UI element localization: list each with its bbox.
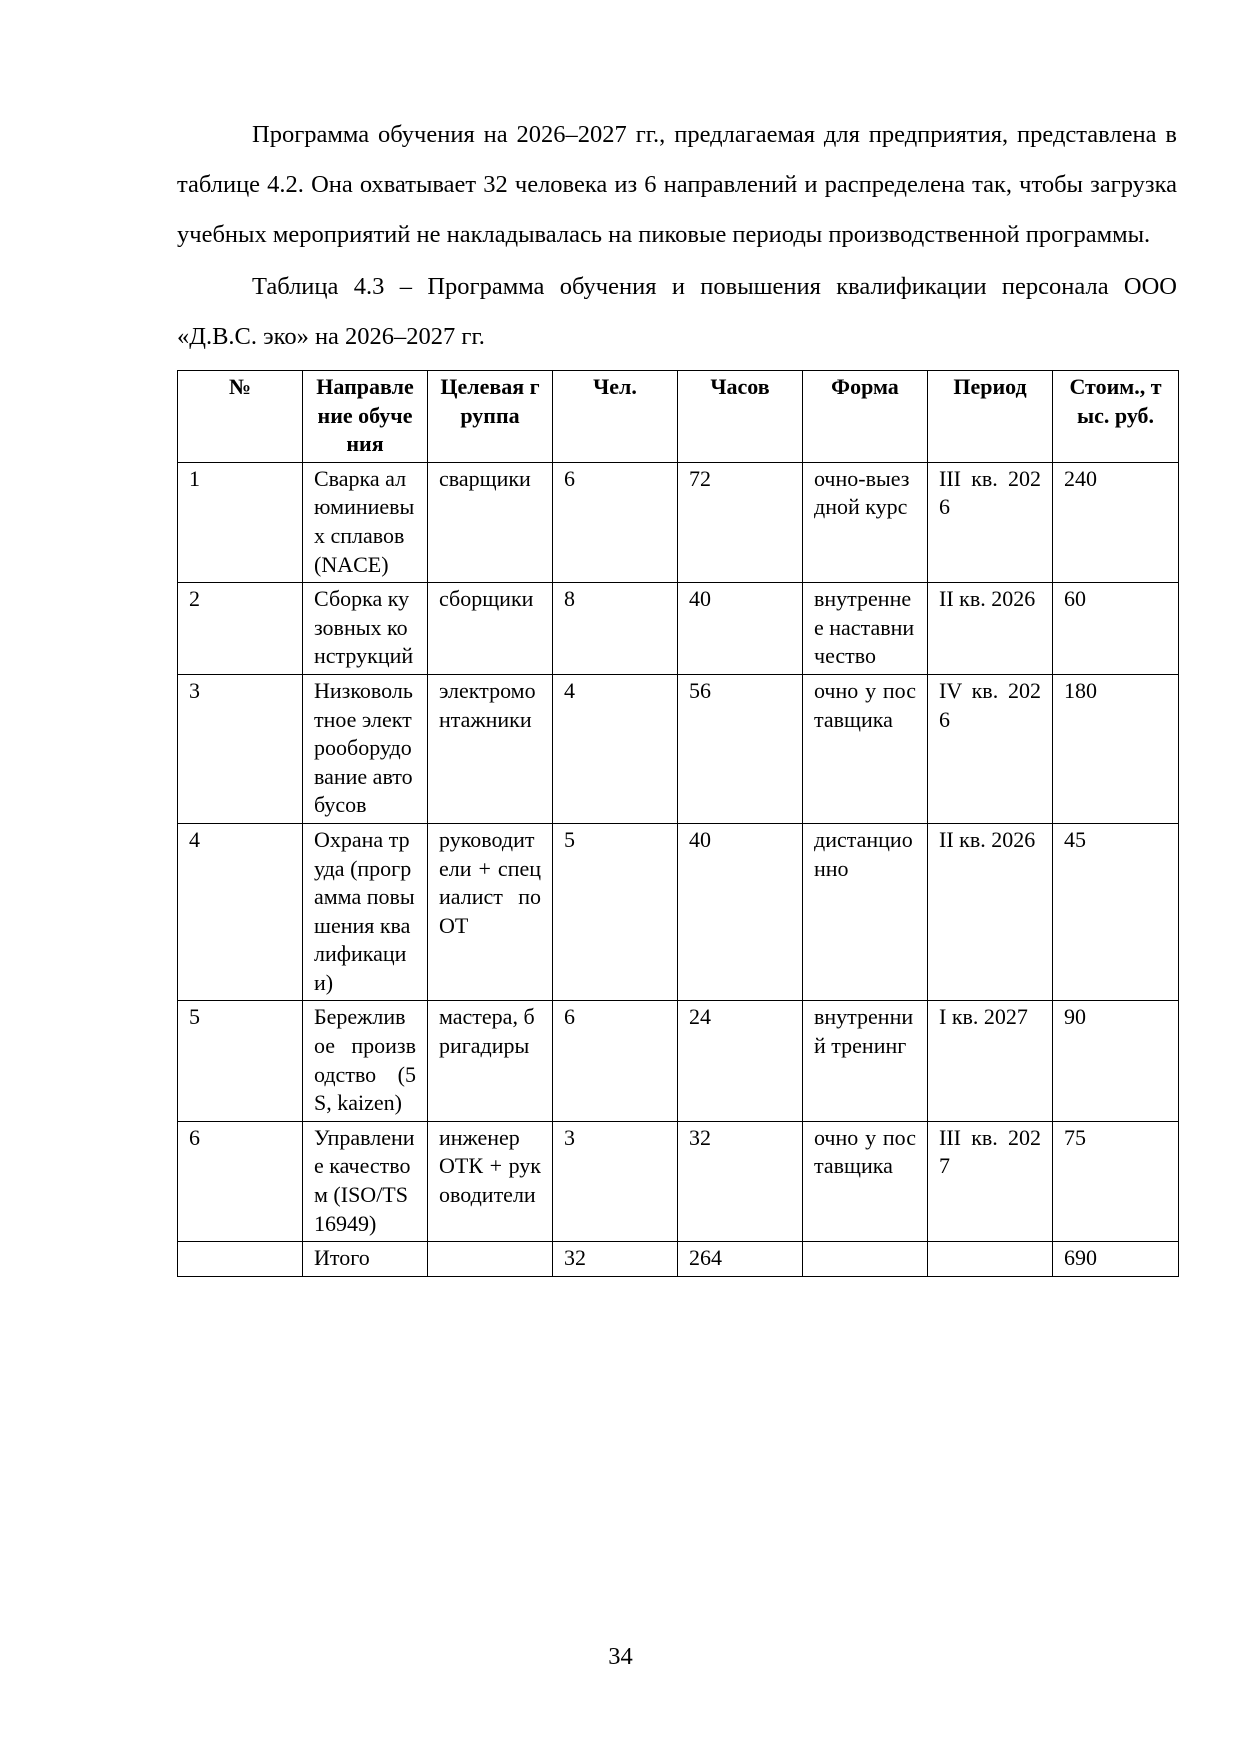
header-direction: Направление обучения (303, 371, 428, 463)
cell-target-group: руководители + специалист по ОТ (428, 823, 553, 1001)
cell-people: 3 (553, 1121, 678, 1241)
header-form: Форма (803, 371, 928, 463)
total-label: Итого (303, 1242, 428, 1277)
header-period: Период (928, 371, 1053, 463)
table-row (178, 583, 1179, 675)
cell-hours: 32 (678, 1121, 803, 1241)
cell-direction: Управление качеством (ISO/TS 16949) (303, 1121, 428, 1241)
header-cost: Стоим., тыс. руб. (1053, 371, 1179, 463)
header-hours: Часов (678, 371, 803, 463)
total-hours: 264 (678, 1242, 803, 1277)
cell-number: 4 (178, 823, 303, 1001)
cell-hours: 24 (678, 1001, 803, 1121)
cell-number: 6 (178, 1121, 303, 1241)
cell-form: очно-выездной курс (803, 462, 928, 582)
cell-cost: 60 (1053, 583, 1179, 675)
total-cell-number (178, 1242, 303, 1277)
table-row (178, 1001, 1179, 1121)
cell-hours: 40 (678, 823, 803, 1001)
cell-cost: 90 (1053, 1001, 1179, 1121)
document-page (177, 110, 1177, 1277)
cell-target-group: мастера, бригадиры (428, 1001, 553, 1121)
cell-direction: Бережливое производство (5S, kaizen) (303, 1001, 428, 1121)
cell-cost: 45 (1053, 823, 1179, 1001)
cell-direction: Сборка кузовных конструкций (303, 583, 428, 675)
header-people: Чел. (553, 371, 678, 463)
cell-people: 6 (553, 1001, 678, 1121)
page-number: 34 (608, 1643, 633, 1670)
cell-direction: Сварка алюминиевых сплавов (NACE) (303, 462, 428, 582)
cell-number: 1 (178, 462, 303, 582)
cell-number: 5 (178, 1001, 303, 1121)
cell-target-group: электромонтажники (428, 674, 553, 823)
cell-period: III кв. 2027 (928, 1121, 1053, 1241)
cell-people: 4 (553, 674, 678, 823)
total-cell-period (928, 1242, 1053, 1277)
intro-paragraph: Программа обучения на 2026–2027 гг., предлагаемая для предприятия, представлена в таблице 4.2. Она охватывает 32 человека из 6 направлений и распределена так, чтобы загрузка учебных мероприятий не накладывалась на пиковые периоды производственной программы. (177, 121, 1177, 248)
table-total-row (178, 1242, 1179, 1277)
cell-target-group: сварщики (428, 462, 553, 582)
table-row (178, 462, 1179, 582)
cell-form: дистанционно (803, 823, 928, 1001)
training-program-table (177, 370, 1179, 1277)
cell-hours: 40 (678, 583, 803, 675)
cell-people: 6 (553, 462, 678, 582)
cell-form: внутренний тренинг (803, 1001, 928, 1121)
header-target-group: Целевая группа (428, 371, 553, 463)
table-row (178, 823, 1179, 1001)
cell-target-group: инженер ОТК + руководители (428, 1121, 553, 1241)
cell-period: III кв. 2026 (928, 462, 1053, 582)
header-number: № (178, 371, 303, 463)
table-row (178, 674, 1179, 823)
cell-form: очно у поставщика (803, 1121, 928, 1241)
cell-direction: Охрана труда (программа повышения квалификации) (303, 823, 428, 1001)
cell-period: IV кв. 2026 (928, 674, 1053, 823)
total-cost: 690 (1053, 1242, 1179, 1277)
cell-form: внутреннее наставничество (803, 583, 928, 675)
cell-number: 3 (178, 674, 303, 823)
table-header-row (178, 371, 1179, 463)
cell-period: II кв. 2026 (928, 823, 1053, 1001)
cell-hours: 56 (678, 674, 803, 823)
total-cell-form (803, 1242, 928, 1277)
total-people: 32 (553, 1242, 678, 1277)
total-cell-target-group (428, 1242, 553, 1277)
cell-form: очно у поставщика (803, 674, 928, 823)
cell-people: 8 (553, 583, 678, 675)
cell-cost: 240 (1053, 462, 1179, 582)
cell-period: II кв. 2026 (928, 583, 1053, 675)
cell-people: 5 (553, 823, 678, 1001)
cell-hours: 72 (678, 462, 803, 582)
cell-period: I кв. 2027 (928, 1001, 1053, 1121)
cell-cost: 180 (1053, 674, 1179, 823)
cell-number: 2 (178, 583, 303, 675)
table-caption: Таблица 4.3 – Программа обучения и повышения квалификации персонала ООО «Д.В.С. эко» на 2026–2027 гг. (177, 273, 1177, 350)
cell-direction: Низковольтное электрооборудование автобусов (303, 674, 428, 823)
cell-target-group: сборщики (428, 583, 553, 675)
table-row (178, 1121, 1179, 1241)
cell-cost: 75 (1053, 1121, 1179, 1241)
